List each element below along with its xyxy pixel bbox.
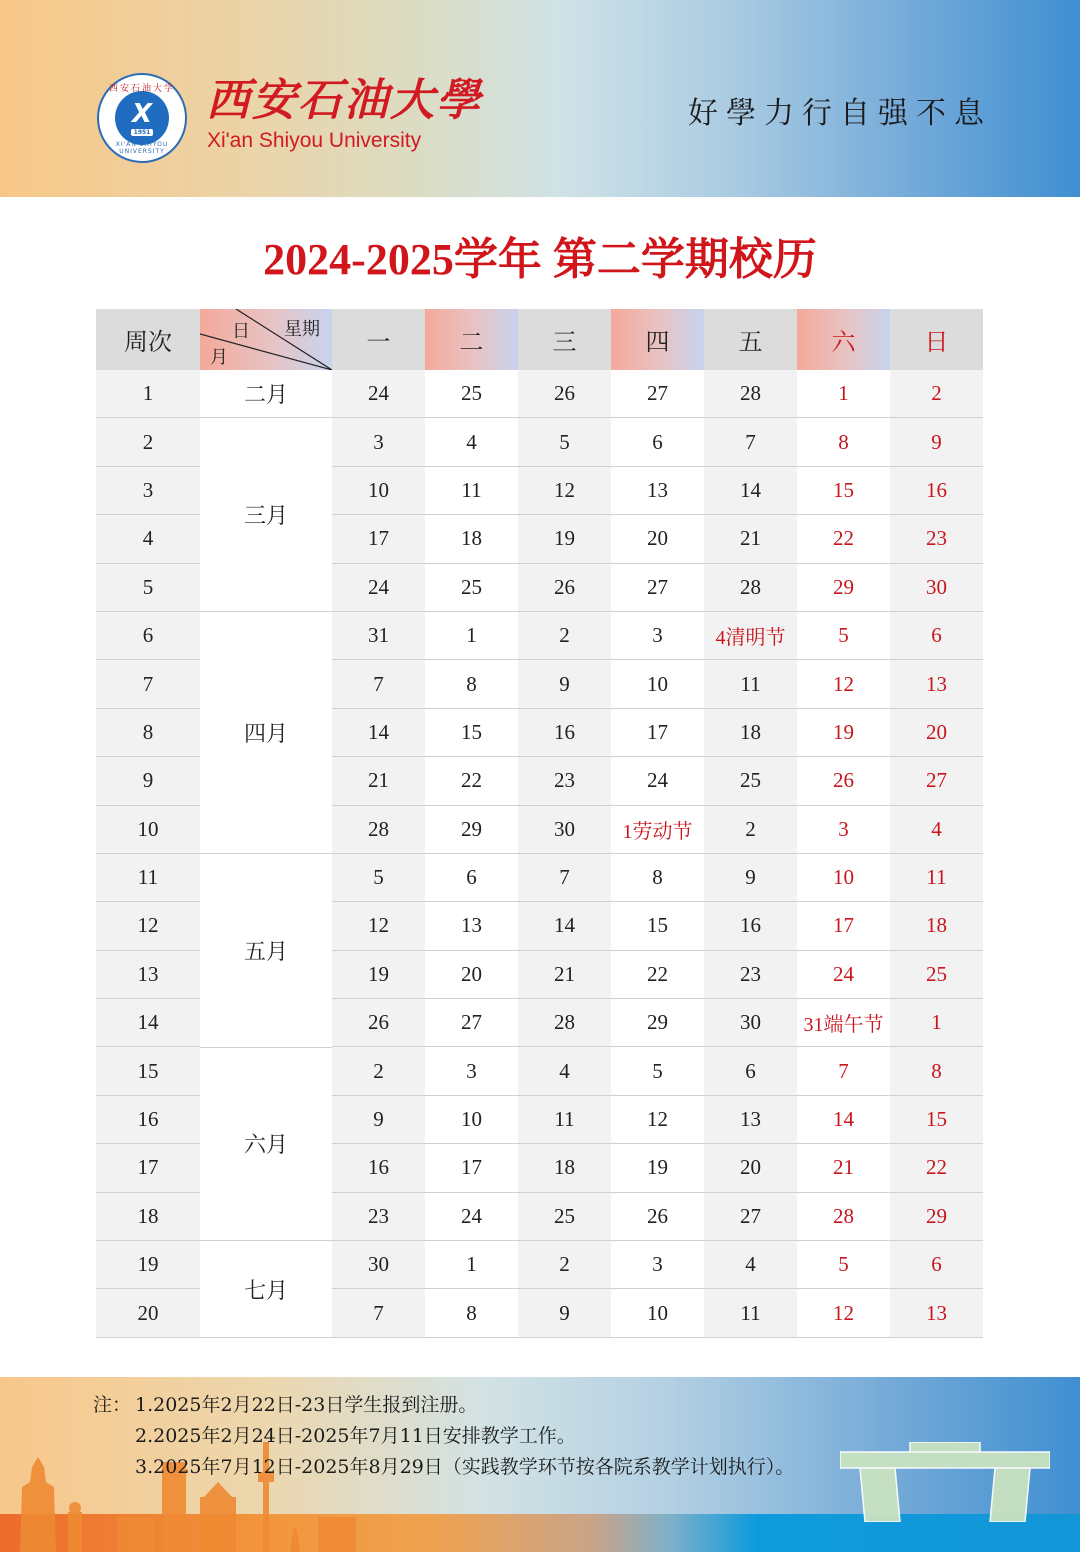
date-cell-tue: 17 [425, 1144, 518, 1192]
week-number-cell: 2 [96, 418, 200, 466]
notes-label: 注： [93, 1394, 132, 1416]
date-cell-wed: 28 [518, 999, 611, 1047]
date-cell-fri: 6 [704, 1047, 797, 1095]
month-label-cell: 二月 [200, 370, 332, 418]
date-cell-thu: 27 [611, 370, 704, 418]
date-cell-mon: 14 [332, 709, 425, 757]
week-number-cell: 16 [96, 1096, 200, 1144]
month-label-cell: 四月 [200, 612, 332, 854]
week-number-cell: 9 [96, 757, 200, 805]
date-cell-sun: 2 [890, 370, 983, 418]
date-cell-sat: 29 [797, 564, 890, 612]
date-cell-tue: 11 [425, 467, 518, 515]
week-number-cell: 4 [96, 515, 200, 563]
date-cell-sun: 6 [890, 612, 983, 660]
date-cell-sun: 13 [890, 660, 983, 708]
date-cell-thu: 10 [611, 1289, 704, 1337]
date-cell-tue: 22 [425, 757, 518, 805]
date-cell-mon: 9 [332, 1096, 425, 1144]
note-item [93, 1390, 794, 1421]
date-cell-wed: 26 [518, 564, 611, 612]
date-cell-sun: 29 [890, 1193, 983, 1241]
date-cell-tue: 1 [425, 1241, 518, 1289]
note-item [93, 1452, 794, 1483]
seal-emblem-icon: X 1951 [115, 91, 169, 145]
date-cell-sat: 12 [797, 1289, 890, 1337]
date-cell-sat: 19 [797, 709, 890, 757]
date-cell-thu: 26 [611, 1193, 704, 1241]
date-cell-tue: 8 [425, 660, 518, 708]
date-cell-fri: 2 [704, 806, 797, 854]
date-cell-fri: 18 [704, 709, 797, 757]
date-cell-thu: 29 [611, 999, 704, 1047]
holiday-date-cell: 4清明节 [704, 612, 797, 660]
university-seal-logo [97, 73, 187, 163]
date-cell-tue: 27 [425, 999, 518, 1047]
date-cell-thu: 19 [611, 1144, 704, 1192]
date-cell-fri: 28 [704, 370, 797, 418]
date-cell-tue: 4 [425, 418, 518, 466]
calendar-table [96, 309, 983, 1338]
corner-month-label: 月 [210, 347, 228, 368]
date-cell-tue: 15 [425, 709, 518, 757]
date-cell-sat: 28 [797, 1193, 890, 1241]
week-number-cell: 20 [96, 1289, 200, 1337]
month-label-cell: 七月 [200, 1241, 332, 1338]
note-text-2: 2.2025年2月24日-2025年7月11日安排教学工作。 [135, 1425, 576, 1447]
date-cell-sat: 24 [797, 951, 890, 999]
date-cell-wed: 2 [518, 612, 611, 660]
date-cell-sat: 12 [797, 660, 890, 708]
campus-gate-icon [840, 1442, 1050, 1522]
date-cell-thu: 10 [611, 660, 704, 708]
table-body [96, 370, 983, 1338]
date-cell-fri: 14 [704, 467, 797, 515]
date-cell-tue: 25 [425, 564, 518, 612]
thursday-column [611, 370, 704, 1338]
note-text-3: 3.2025年7月12日-2025年8月29日（实践教学环节按各院系教学计划执行）。 [135, 1456, 795, 1478]
holiday-date-cell: 1劳动节 [611, 806, 704, 854]
date-cell-sun: 11 [890, 854, 983, 902]
date-cell-fri: 27 [704, 1193, 797, 1241]
date-cell-sat: 15 [797, 467, 890, 515]
date-cell-mon: 21 [332, 757, 425, 805]
seal-year: 1951 [131, 129, 154, 136]
week-number-cell: 13 [96, 951, 200, 999]
page-title: 2024-2025学年 第二学期校历 [263, 235, 817, 284]
date-cell-mon: 31 [332, 612, 425, 660]
date-cell-wed: 30 [518, 806, 611, 854]
date-cell-wed: 25 [518, 1193, 611, 1241]
date-cell-mon: 16 [332, 1144, 425, 1192]
date-cell-mon: 10 [332, 467, 425, 515]
week-number-cell: 17 [96, 1144, 200, 1192]
date-cell-sun: 13 [890, 1289, 983, 1337]
date-cell-sun: 22 [890, 1144, 983, 1192]
date-cell-fri: 4 [704, 1241, 797, 1289]
date-cell-sat: 3 [797, 806, 890, 854]
notes-section [93, 1390, 794, 1483]
date-cell-wed: 9 [518, 1289, 611, 1337]
date-cell-fri: 23 [704, 951, 797, 999]
week-number-cell: 3 [96, 467, 200, 515]
date-cell-mon: 28 [332, 806, 425, 854]
date-cell-mon: 17 [332, 515, 425, 563]
date-cell-thu: 15 [611, 902, 704, 950]
tuesday-column [425, 370, 518, 1338]
date-cell-sun: 30 [890, 564, 983, 612]
date-cell-sat: 21 [797, 1144, 890, 1192]
date-cell-wed: 14 [518, 902, 611, 950]
date-cell-fri: 13 [704, 1096, 797, 1144]
date-cell-wed: 19 [518, 515, 611, 563]
date-cell-wed: 12 [518, 467, 611, 515]
date-cell-mon: 24 [332, 370, 425, 418]
date-cell-fri: 11 [704, 660, 797, 708]
date-cell-mon: 19 [332, 951, 425, 999]
date-cell-fri: 25 [704, 757, 797, 805]
date-cell-wed: 21 [518, 951, 611, 999]
date-cell-sun: 15 [890, 1096, 983, 1144]
date-cell-mon: 26 [332, 999, 425, 1047]
week-number-cell: 18 [96, 1193, 200, 1241]
date-cell-sat: 26 [797, 757, 890, 805]
corner-day-label: 日 [232, 321, 250, 342]
date-cell-tue: 20 [425, 951, 518, 999]
week-number-cell: 12 [96, 902, 200, 950]
week-number-cell: 1 [96, 370, 200, 418]
date-cell-sun: 16 [890, 467, 983, 515]
week-number-cell: 11 [96, 854, 200, 902]
date-cell-tue: 8 [425, 1289, 518, 1337]
date-cell-mon: 23 [332, 1193, 425, 1241]
note-text-1: 1.2025年2月22日-23日学生报到注册。 [135, 1394, 478, 1416]
date-cell-tue: 18 [425, 515, 518, 563]
date-cell-sat: 14 [797, 1096, 890, 1144]
date-cell-mon: 12 [332, 902, 425, 950]
date-cell-sat: 22 [797, 515, 890, 563]
university-name-cn: 西安石油大學 [206, 75, 482, 126]
date-cell-thu: 22 [611, 951, 704, 999]
date-cell-fri: 16 [704, 902, 797, 950]
weekday-header-wed: 三 [518, 309, 611, 370]
sunday-column [890, 370, 983, 1338]
date-cell-tue: 6 [425, 854, 518, 902]
date-cell-fri: 11 [704, 1289, 797, 1337]
date-cell-tue: 1 [425, 612, 518, 660]
date-cell-mon: 30 [332, 1241, 425, 1289]
weekday-header-fri: 五 [704, 309, 797, 370]
date-cell-fri: 20 [704, 1144, 797, 1192]
date-cell-thu: 6 [611, 418, 704, 466]
date-cell-fri: 21 [704, 515, 797, 563]
saturday-column [797, 370, 890, 1338]
corner-weekday-label: 星期 [284, 319, 320, 340]
date-cell-sun: 6 [890, 1241, 983, 1289]
university-name-en: Xi'an Shiyou University [207, 129, 422, 152]
weekday-header-tue: 二 [425, 309, 518, 370]
month-label-cell: 三月 [200, 418, 332, 612]
date-cell-wed: 26 [518, 370, 611, 418]
date-cell-sat: 17 [797, 902, 890, 950]
monday-column [332, 370, 425, 1338]
date-cell-sat: 5 [797, 612, 890, 660]
date-cell-wed: 23 [518, 757, 611, 805]
date-cell-sun: 25 [890, 951, 983, 999]
date-cell-thu: 17 [611, 709, 704, 757]
note-item [93, 1421, 794, 1452]
date-cell-sun: 8 [890, 1047, 983, 1095]
week-number-cell: 10 [96, 806, 200, 854]
week-number-column [96, 370, 200, 1338]
date-cell-wed: 11 [518, 1096, 611, 1144]
holiday-date-cell: 31端午节 [797, 999, 890, 1047]
wednesday-column [518, 370, 611, 1338]
date-cell-fri: 28 [704, 564, 797, 612]
weekday-header-sun: 日 [890, 309, 983, 370]
date-cell-mon: 7 [332, 660, 425, 708]
date-cell-fri: 9 [704, 854, 797, 902]
weekday-header-sat: 六 [797, 309, 890, 370]
date-cell-wed: 18 [518, 1144, 611, 1192]
date-cell-thu: 27 [611, 564, 704, 612]
week-number-cell: 15 [96, 1047, 200, 1095]
date-cell-sat: 8 [797, 418, 890, 466]
date-cell-thu: 5 [611, 1047, 704, 1095]
date-cell-wed: 4 [518, 1047, 611, 1095]
date-cell-sat: 5 [797, 1241, 890, 1289]
week-number-cell: 7 [96, 660, 200, 708]
date-cell-thu: 12 [611, 1096, 704, 1144]
week-number-cell: 6 [96, 612, 200, 660]
week-number-cell: 5 [96, 564, 200, 612]
date-cell-tue: 13 [425, 902, 518, 950]
date-cell-wed: 7 [518, 854, 611, 902]
date-cell-sun: 27 [890, 757, 983, 805]
date-cell-wed: 16 [518, 709, 611, 757]
weekday-header-mon: 一 [332, 309, 425, 370]
month-label-cell: 五月 [200, 854, 332, 1048]
date-cell-sun: 1 [890, 999, 983, 1047]
date-cell-thu: 3 [611, 1241, 704, 1289]
date-cell-mon: 2 [332, 1047, 425, 1095]
weekday-header-thu: 四 [611, 309, 704, 370]
university-motto: 好學力行自强不息 [688, 96, 992, 131]
date-cell-sun: 9 [890, 418, 983, 466]
date-cell-thu: 3 [611, 612, 704, 660]
date-cell-sun: 20 [890, 709, 983, 757]
date-cell-tue: 24 [425, 1193, 518, 1241]
header-banner [0, 0, 1080, 197]
seal-top-text: 西安石油大学 [108, 84, 175, 94]
date-cell-sun: 23 [890, 515, 983, 563]
week-number-header: 周次 [96, 309, 200, 370]
date-cell-thu: 24 [611, 757, 704, 805]
date-cell-tue: 25 [425, 370, 518, 418]
date-cell-wed: 5 [518, 418, 611, 466]
table-header-row [96, 309, 983, 370]
date-cell-tue: 3 [425, 1047, 518, 1095]
corner-diagonal-header [200, 309, 332, 370]
date-cell-mon: 5 [332, 854, 425, 902]
week-number-cell: 19 [96, 1241, 200, 1289]
date-cell-sun: 4 [890, 806, 983, 854]
date-cell-sat: 7 [797, 1047, 890, 1095]
date-cell-mon: 7 [332, 1289, 425, 1337]
date-cell-fri: 30 [704, 999, 797, 1047]
date-cell-tue: 29 [425, 806, 518, 854]
date-cell-fri: 7 [704, 418, 797, 466]
seal-bottom-text: XI'AN SHIYOU UNIVERSITY [115, 141, 169, 155]
date-cell-sun: 18 [890, 902, 983, 950]
date-cell-thu: 13 [611, 467, 704, 515]
date-cell-wed: 2 [518, 1241, 611, 1289]
date-cell-wed: 9 [518, 660, 611, 708]
friday-column [704, 370, 797, 1338]
date-cell-sat: 10 [797, 854, 890, 902]
date-cell-thu: 8 [611, 854, 704, 902]
date-cell-thu: 20 [611, 515, 704, 563]
date-cell-mon: 24 [332, 564, 425, 612]
date-cell-tue: 10 [425, 1096, 518, 1144]
month-label-cell: 六月 [200, 1048, 332, 1242]
date-cell-sat: 1 [797, 370, 890, 418]
week-number-cell: 8 [96, 709, 200, 757]
date-cell-mon: 3 [332, 418, 425, 466]
week-number-cell: 14 [96, 999, 200, 1047]
month-column [200, 370, 332, 1338]
